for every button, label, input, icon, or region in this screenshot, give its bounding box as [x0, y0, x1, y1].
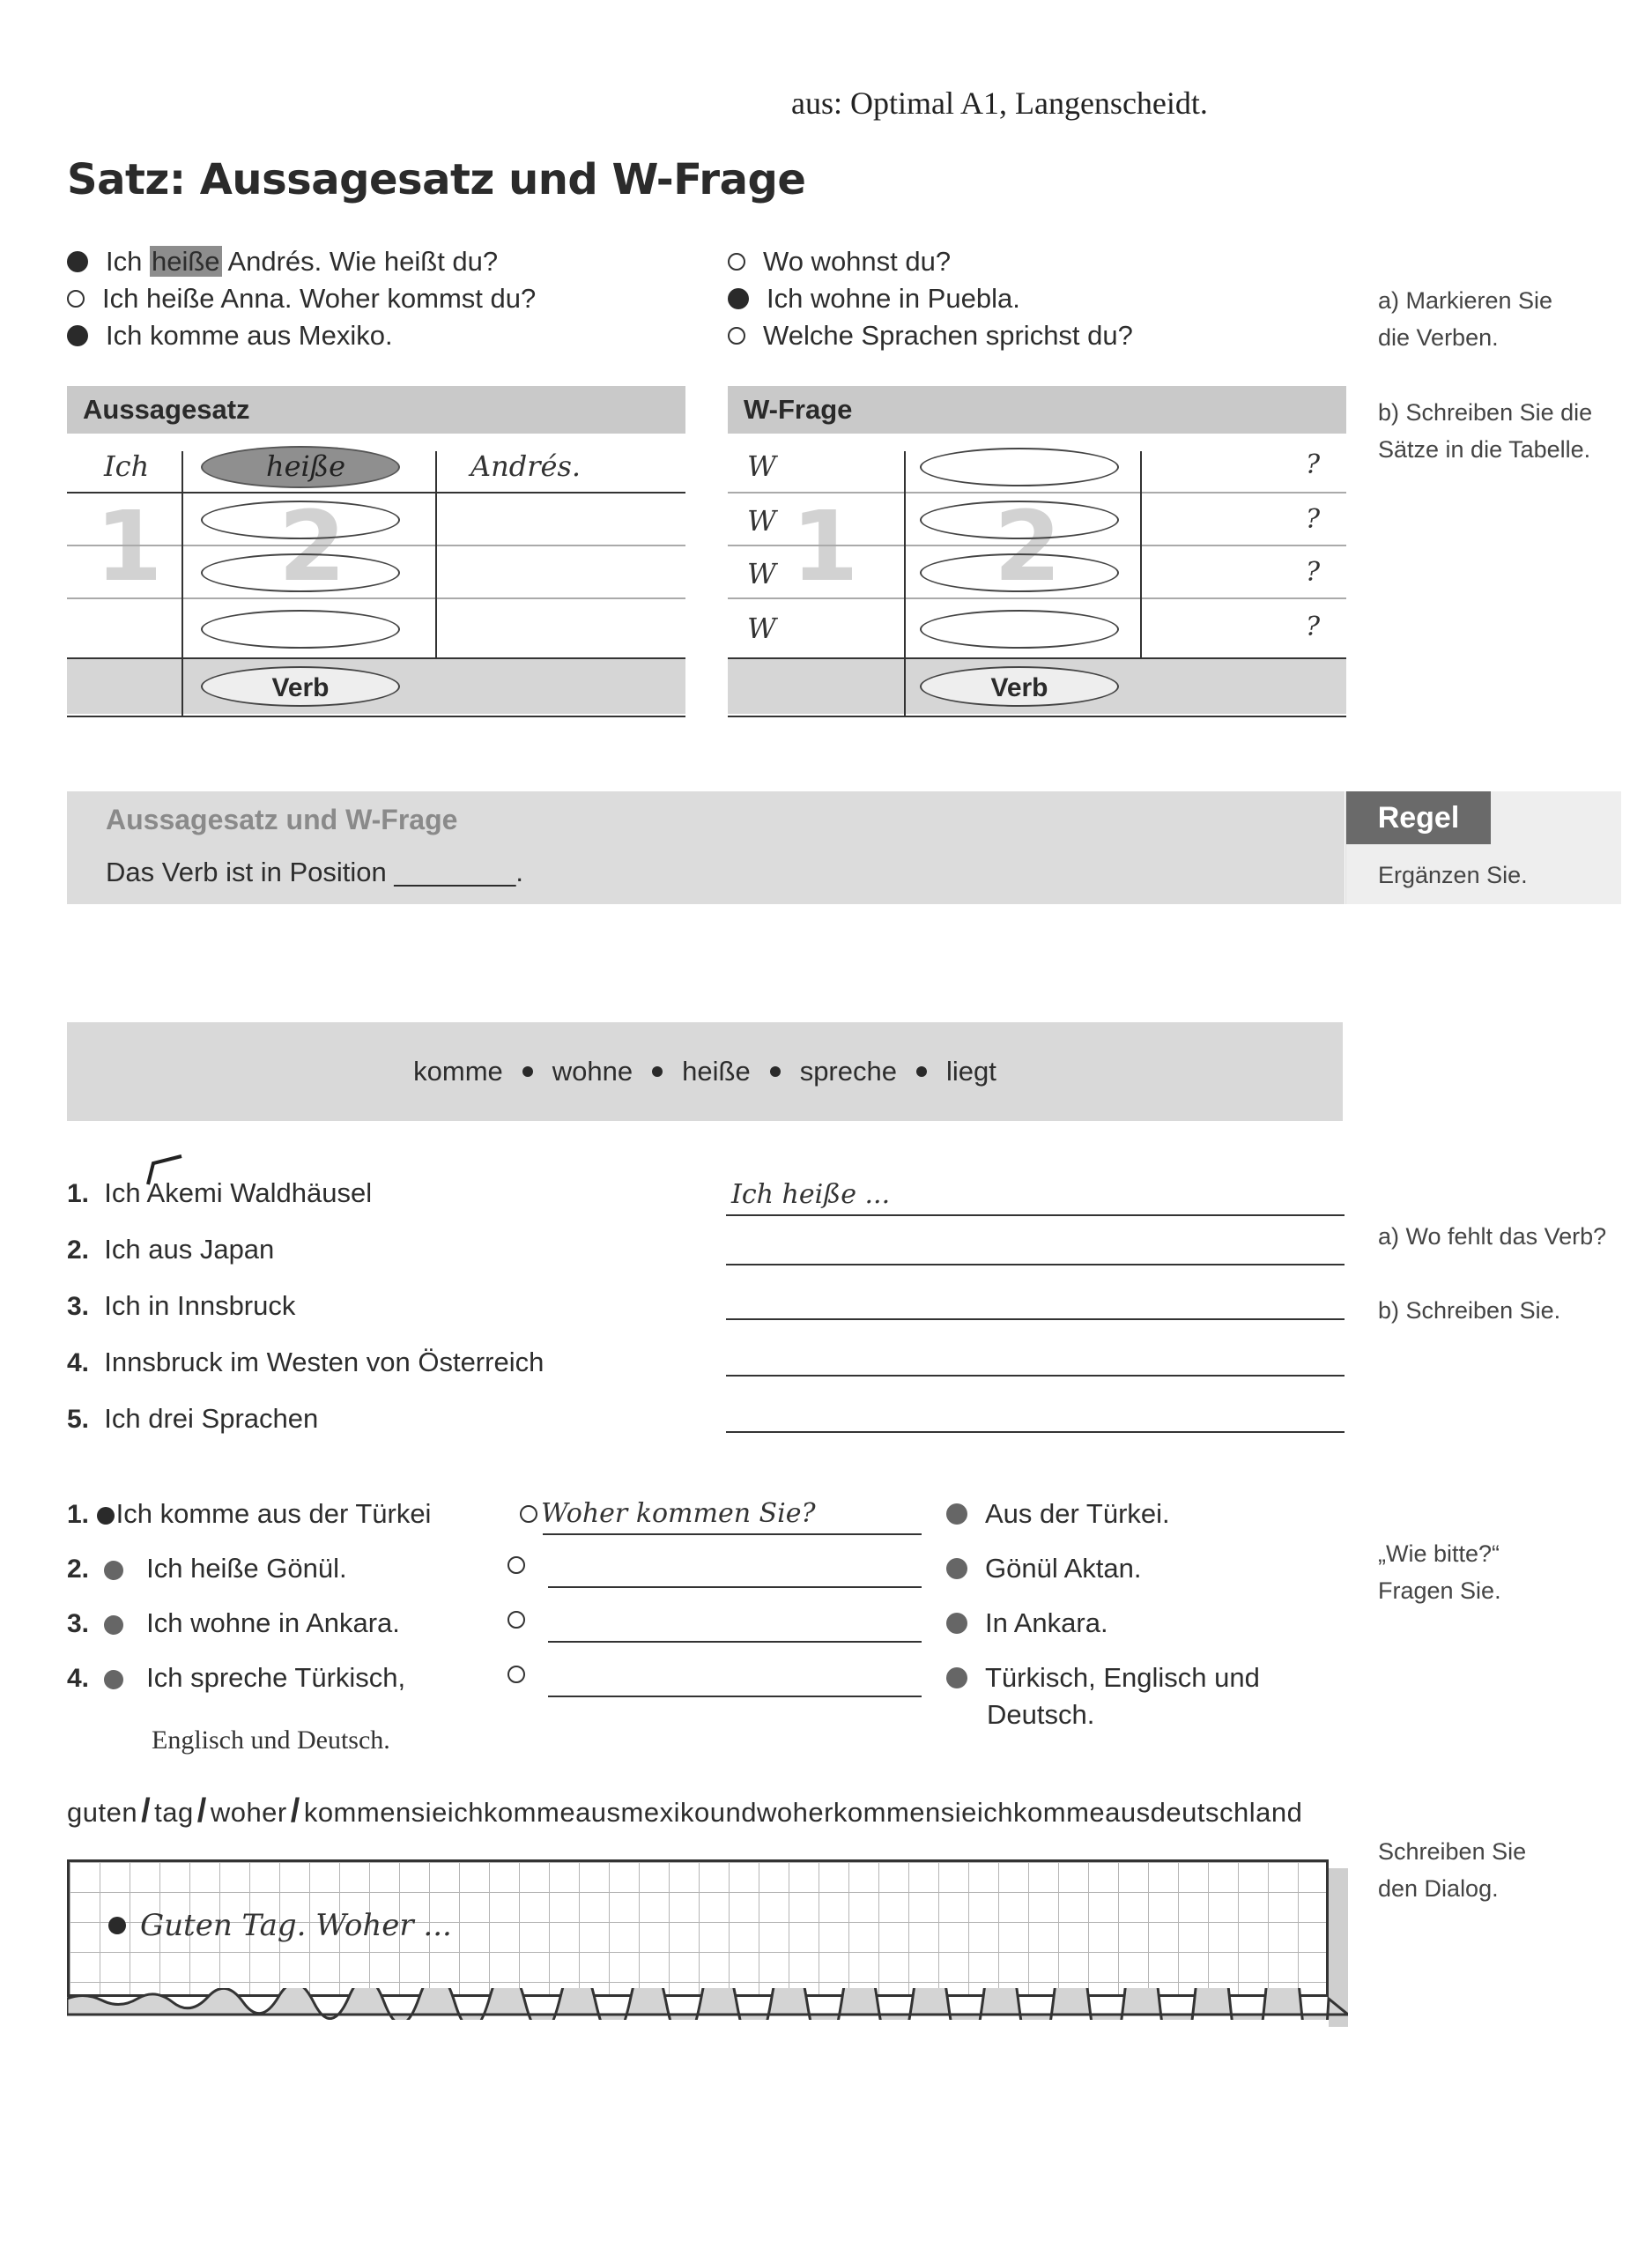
question-slot — [507, 1556, 525, 1574]
verb-oval — [201, 610, 400, 649]
question-mark: ? — [1306, 504, 1321, 535]
answer-line[interactable] — [543, 1533, 922, 1535]
item-text: Ich aus Japan — [104, 1234, 275, 1265]
grid-paper[interactable] — [67, 1859, 1329, 1997]
table-rule — [728, 716, 1346, 717]
statement: Ich komme aus der Türkei — [115, 1498, 432, 1529]
item-number: 4. — [67, 1348, 90, 1377]
verb-oval — [201, 501, 400, 539]
w-cell: W — [747, 504, 776, 538]
filled-bullet-icon — [108, 1917, 126, 1934]
hollow-bullet-icon — [520, 1505, 537, 1523]
table-rule — [67, 597, 685, 599]
item-number: 4. — [67, 1664, 90, 1693]
verb-label: Verb — [990, 673, 1048, 702]
w-cell: W — [747, 557, 776, 590]
filled-bullet-icon — [946, 1667, 967, 1688]
item-text: Innsbruck im Westen von Österreich — [104, 1347, 544, 1377]
rule-text — [106, 857, 523, 888]
separator-dot-icon — [770, 1066, 781, 1077]
dialog-left — [67, 243, 536, 354]
word-box — [67, 1022, 1343, 1121]
instruction-line: den Dialog. — [1378, 1875, 1499, 1902]
exercise2-item — [67, 1177, 544, 1234]
word-string — [67, 1792, 1302, 1830]
response-text: In Ankara. — [985, 1607, 1108, 1638]
table-rule — [728, 545, 1346, 546]
hollow-bullet-icon — [507, 1556, 525, 1574]
exercise3-instruction — [1378, 1535, 1501, 1609]
exercise3-row — [67, 1498, 431, 1530]
word-item: heiße — [682, 1056, 751, 1087]
hollow-bullet-icon — [507, 1611, 525, 1629]
word-chunk: woher — [210, 1797, 287, 1828]
table-rule — [67, 492, 685, 494]
instruction-line: Fragen Sie. — [1378, 1577, 1501, 1604]
highlighted-verb: heiße — [151, 246, 220, 277]
exercise2-item — [67, 1403, 544, 1459]
word-chunk: kommensieichkommeausmexikoundwoherkommensieichkommeausdeutschland — [303, 1797, 1303, 1828]
insertion-caret-icon — [141, 1153, 185, 1188]
table-w-frage — [728, 386, 1346, 719]
slash-mark: / — [141, 1792, 152, 1829]
exercise2-item — [67, 1290, 544, 1347]
rule-blank: ________. — [394, 857, 523, 887]
question-answer: Woher kommen Sie? — [541, 1498, 816, 1529]
word-chunk: tag — [154, 1797, 194, 1828]
item-number: 5. — [67, 1405, 90, 1434]
rule-instruction: Ergänzen Sie. — [1378, 862, 1528, 888]
item-number: 3. — [67, 1609, 90, 1638]
filled-bullet-icon — [104, 1561, 123, 1580]
exercise3-row — [67, 1607, 400, 1639]
table-rule — [67, 716, 685, 717]
column-divider — [435, 451, 437, 659]
dialog-text: Andrés. Wie heißt du? — [227, 246, 499, 277]
statement-continued: Englisch und Deutsch. — [152, 1725, 390, 1755]
word-item: komme — [413, 1056, 503, 1087]
dialog-line: Wo wohnst du? — [763, 246, 952, 277]
item-number: 2. — [67, 1555, 90, 1584]
instruction-line: a) Markieren Sie — [1378, 287, 1553, 314]
answer-line[interactable] — [548, 1696, 922, 1697]
verb-oval — [920, 610, 1119, 649]
item-number: 3. — [67, 1292, 90, 1321]
verb-oval — [920, 501, 1119, 539]
dialog-line: Ich heiße Anna. Woher kommst du? — [102, 283, 537, 314]
position-number: 1 — [95, 490, 163, 603]
hollow-bullet-icon — [507, 1666, 525, 1683]
verb-oval — [920, 553, 1119, 592]
slash-mark: / — [196, 1792, 207, 1829]
answer-line[interactable] — [726, 1214, 1345, 1216]
column-divider — [904, 451, 906, 716]
table-rule — [728, 597, 1346, 599]
table-rule — [728, 492, 1346, 494]
item-number: 1. — [67, 1179, 90, 1208]
column-divider — [181, 451, 183, 716]
cell-name: Andrés. — [470, 449, 582, 483]
item-text: Ich Akemi Waldhäusel — [104, 1177, 373, 1208]
dialog-right — [728, 243, 1133, 354]
hollow-bullet-icon — [728, 327, 745, 345]
statement: Ich spreche Türkisch, — [146, 1662, 406, 1693]
filled-bullet-icon — [946, 1503, 967, 1525]
instruction-line: Schreiben Sie — [1378, 1838, 1527, 1865]
rule-badge: Regel — [1346, 791, 1491, 844]
statement: Ich heiße Gönül. — [146, 1553, 347, 1584]
response-text: Gönül Aktan. — [985, 1553, 1142, 1584]
answer-line[interactable] — [726, 1431, 1345, 1433]
answer-line[interactable] — [726, 1264, 1345, 1265]
exercise2-item — [67, 1234, 544, 1290]
exercise3-row — [67, 1553, 347, 1584]
instruction-line: Sätze in die Tabelle. — [1378, 436, 1591, 463]
position-number: 2 — [994, 490, 1062, 603]
hollow-bullet-icon — [67, 290, 85, 308]
filled-bullet-icon — [97, 1507, 115, 1525]
response — [946, 1553, 1142, 1584]
w-cell: W — [747, 449, 776, 483]
table-aussagesatz — [67, 386, 685, 719]
instruction-a — [1378, 282, 1552, 356]
response — [946, 1662, 1260, 1694]
exercise3-row — [67, 1662, 405, 1694]
exercise2-item — [67, 1347, 544, 1403]
position-number: 2 — [278, 490, 346, 603]
question-mark: ? — [1306, 557, 1321, 588]
filled-bullet-icon — [946, 1558, 967, 1579]
word-chunk: guten — [67, 1797, 138, 1828]
separator-dot-icon — [916, 1066, 927, 1077]
question-slot — [507, 1611, 525, 1629]
word-item: liegt — [945, 1056, 996, 1087]
item-text: Ich in Innsbruck — [104, 1290, 296, 1321]
instruction-line: die Verben. — [1378, 324, 1499, 351]
verb-oval — [920, 448, 1119, 486]
column-divider — [1140, 451, 1142, 659]
dialog-line: Ich wohne in Puebla. — [767, 283, 1020, 314]
question-mark: ? — [1306, 612, 1321, 642]
response — [946, 1607, 1108, 1639]
dialog-line: Welche Sprachen sprichst du? — [763, 320, 1133, 351]
exercise2-instruction-a: a) Wo fehlt das Verb? — [1378, 1223, 1607, 1250]
cell-ich: Ich — [104, 449, 150, 483]
table-rule — [67, 545, 685, 546]
page-title: Satz: Aussagesatz und W-Frage — [67, 155, 806, 204]
instruction-line: b) Schreiben Sie die — [1378, 399, 1593, 426]
word-item: wohne — [552, 1056, 633, 1087]
cell-verb: heiße — [266, 449, 346, 483]
exercise2-instruction-b: b) Schreiben Sie. — [1378, 1297, 1561, 1324]
separator-dot-icon — [652, 1066, 663, 1077]
answer-line[interactable] — [548, 1586, 922, 1588]
torn-edge — [67, 1988, 1348, 2020]
separator-dot-icon — [522, 1066, 533, 1077]
filled-bullet-icon — [946, 1613, 967, 1634]
example-answer: Ich heiße ... — [731, 1179, 891, 1210]
filled-bullet-icon — [67, 251, 88, 272]
response-text: Türkisch, Englisch und — [985, 1662, 1260, 1693]
answer-line[interactable] — [726, 1375, 1345, 1377]
question-slot — [507, 1666, 525, 1683]
instruction-line: „Wie bitte?“ — [1378, 1540, 1500, 1567]
item-number: 1. — [67, 1500, 90, 1529]
slash-mark: / — [290, 1792, 300, 1829]
filled-bullet-icon — [67, 325, 88, 346]
table-header: W-Frage — [728, 386, 1346, 434]
response — [946, 1498, 1170, 1530]
position-number: 1 — [791, 490, 859, 603]
verb-oval — [201, 553, 400, 592]
filled-bullet-icon — [728, 288, 749, 309]
table-header: Aussagesatz — [67, 386, 685, 434]
question-mark: ? — [1306, 449, 1321, 480]
source-note: aus: Optimal A1, Langenscheidt. — [791, 85, 1208, 121]
exercise4-instruction — [1378, 1833, 1526, 1907]
filled-bullet-icon — [104, 1615, 123, 1635]
response-continued: Deutsch. — [987, 1699, 1095, 1730]
exercise2-list — [67, 1177, 544, 1459]
hollow-bullet-icon — [728, 253, 745, 271]
dialog-word: Ich — [106, 246, 143, 277]
verb-label: Verb — [271, 673, 330, 702]
exercise3 — [67, 1498, 1371, 1762]
statement: Ich wohne in Ankara. — [146, 1607, 400, 1638]
dialog-start — [108, 1908, 452, 1943]
answer-line[interactable] — [726, 1318, 1345, 1320]
dialog-start-text: Guten Tag. Woher ... — [140, 1908, 452, 1943]
rule-sentence: Das Verb ist in Position — [106, 857, 387, 887]
answer-line[interactable] — [548, 1641, 922, 1643]
filled-bullet-icon — [104, 1670, 123, 1689]
response-text: Aus der Türkei. — [985, 1498, 1170, 1529]
w-cell: W — [747, 612, 776, 645]
rule-box — [67, 791, 1621, 904]
instruction-b — [1378, 394, 1592, 468]
dialog-line: Ich komme aus Mexiko. — [106, 320, 393, 351]
item-number: 2. — [67, 1236, 90, 1265]
item-text: Ich drei Sprachen — [104, 1403, 319, 1434]
word-item: spreche — [799, 1056, 897, 1087]
rule-heading: Aussagesatz und W-Frage — [106, 804, 458, 835]
question-slot — [520, 1498, 816, 1529]
